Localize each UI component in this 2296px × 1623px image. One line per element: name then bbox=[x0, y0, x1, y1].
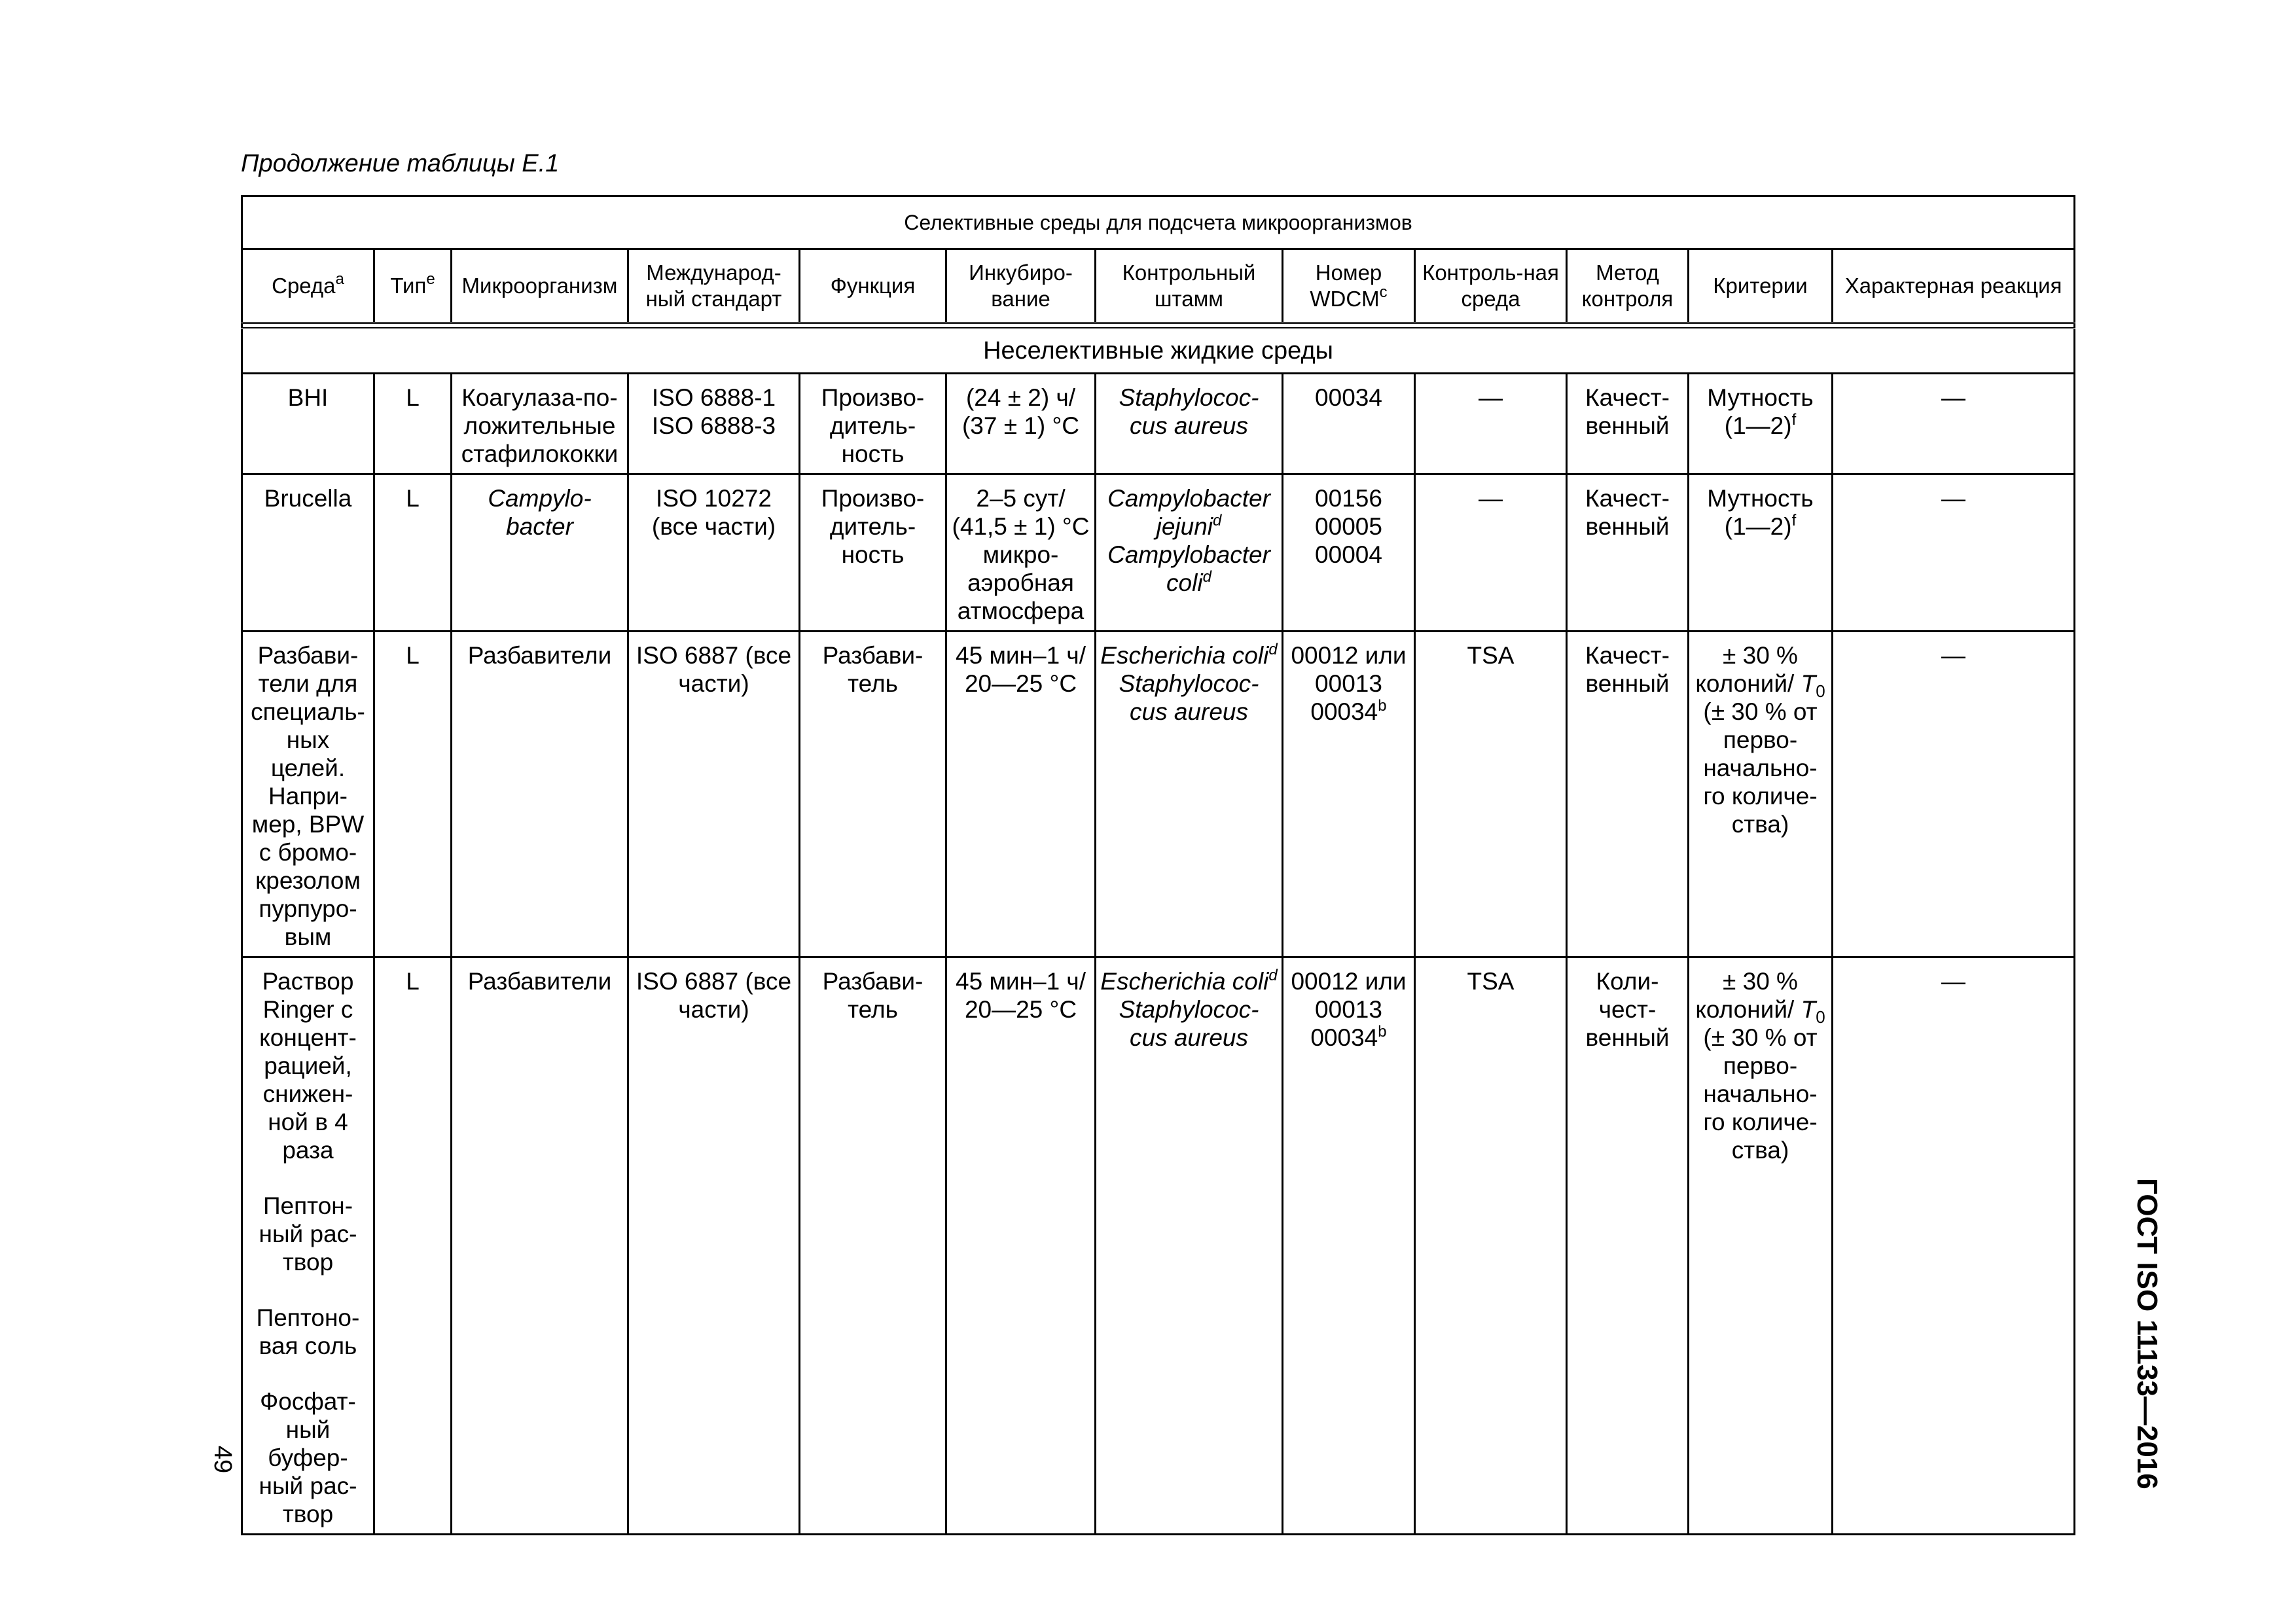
cell-strain: Staphylococ-cus aureus bbox=[1096, 374, 1283, 474]
cell-standard: ISO 6888-1 ISO 6888-3 bbox=[628, 374, 800, 474]
header-row bbox=[242, 249, 2075, 323]
cell-wdcm: 00012 или 00013 00034$^b$ bbox=[1283, 632, 1415, 957]
cell-reaction: — bbox=[1833, 957, 2075, 1535]
cell-wdcm: 00034 bbox=[1283, 374, 1415, 474]
header-medium: Среда$^a$ bbox=[242, 249, 374, 323]
table-row bbox=[242, 474, 2075, 632]
cell-wdcm: 00156 00005 00004 bbox=[1283, 474, 1415, 632]
cell-method: Качест-венный bbox=[1567, 374, 1689, 474]
double-rule bbox=[242, 323, 2075, 329]
cell-medium: BHI bbox=[242, 374, 374, 474]
cell-method: Качест-венный bbox=[1567, 632, 1689, 957]
cell-control-medium: TSA bbox=[1415, 632, 1567, 957]
cell-strain: Escherichia coli$^d$ Staphylococ-cus aureus bbox=[1096, 957, 1283, 1535]
cell-medium: Разбави-тели для специаль-ных целей. Напри-мер, BPW с бромо-крезолом пурпуро-вым bbox=[242, 632, 374, 957]
table-row bbox=[242, 957, 2075, 1535]
cell-criteria: ± 30 % колоний/ $T_0$ (± 30 % от перво-начально-го количе-ства) bbox=[1689, 632, 1833, 957]
document-side-title: ГОСТ ISO 11133—2016 bbox=[2131, 1178, 2163, 1489]
header-control-medium: Контроль-ная среда bbox=[1415, 249, 1567, 323]
cell-method: Коли-чест-венный bbox=[1567, 957, 1689, 1535]
cell-incubation: 45 мин–1 ч/ 20—25 °С bbox=[946, 632, 1096, 957]
cell-function: Разбави-тель bbox=[800, 957, 946, 1535]
cell-strain: Campylobacter jejuni$^d$ Campylobacter coli$^d$ bbox=[1096, 474, 1283, 632]
header-criteria: Критерии bbox=[1689, 249, 1833, 323]
cell-type: L bbox=[374, 474, 452, 632]
cell-standard: ISO 10272 (все части) bbox=[628, 474, 800, 632]
cell-standard: ISO 6887 (все части) bbox=[628, 632, 800, 957]
cell-incubation: 45 мин–1 ч/ 20—25 °С bbox=[946, 957, 1096, 1535]
cell-criteria: ± 30 % колоний/ $T_0$ (± 30 % от перво-начально-го количе-ства) bbox=[1689, 957, 1833, 1535]
table-title: Селективные среды для подсчета микроорганизмов bbox=[242, 196, 2075, 249]
header-method: Метод контроля bbox=[1567, 249, 1689, 323]
header-separator bbox=[242, 323, 2075, 329]
header-type: Тип$^e$ bbox=[374, 249, 452, 323]
cell-function: Произво-дитель-ность bbox=[800, 374, 946, 474]
header-standard: Международ-ный стандарт bbox=[628, 249, 800, 323]
cell-type: L bbox=[374, 374, 452, 474]
media-table bbox=[241, 195, 2075, 1535]
cell-incubation: (24 ± 2) ч/ (37 ± 1) °С bbox=[946, 374, 1096, 474]
header-organism: Микроорганизм bbox=[452, 249, 628, 323]
cell-criteria: Мутность (1—2)$^f$ bbox=[1689, 474, 1833, 632]
cell-method: Качест-венный bbox=[1567, 474, 1689, 632]
cell-reaction: — bbox=[1833, 632, 2075, 957]
cell-strain: Escherichia coli$^d$ Staphylococ-cus aureus bbox=[1096, 632, 1283, 957]
cell-incubation: 2–5 сут/ (41,5 ± 1) °С микро-аэробная атмосфера bbox=[946, 474, 1096, 632]
cell-reaction: — bbox=[1833, 474, 2075, 632]
cell-organism: Коагулаза-по-ложительные стафилококки bbox=[452, 374, 628, 474]
section-row bbox=[242, 329, 2075, 374]
header-reaction: Характерная реакция bbox=[1833, 249, 2075, 323]
cell-function: Произво-дитель-ность bbox=[800, 474, 946, 632]
table-title-row bbox=[242, 196, 2075, 249]
cell-organism: Разбавители bbox=[452, 957, 628, 1535]
cell-function: Разбави-тель bbox=[800, 632, 946, 957]
cell-reaction: — bbox=[1833, 374, 2075, 474]
header-control-strain: Контрольный штамм bbox=[1096, 249, 1283, 323]
cell-standard: ISO 6887 (все части) bbox=[628, 957, 800, 1535]
section-title: Неселективные жидкие среды bbox=[242, 329, 2075, 374]
cell-control-medium: — bbox=[1415, 374, 1567, 474]
header-wdcm: Номер WDCM$^c$ bbox=[1283, 249, 1415, 323]
header-incubation: Инкубиро-вание bbox=[946, 249, 1096, 323]
cell-medium: Раствор Ringer с концент-рацией, снижен-ной в 4 раза Пептон-ный рас-твор Пептоно-вая соль Фосфат-ный буфер-ный рас-твор bbox=[242, 957, 374, 1535]
table-row bbox=[242, 374, 2075, 474]
cell-wdcm: 00012 или 00013 00034$^b$ bbox=[1283, 957, 1415, 1535]
cell-control-medium: — bbox=[1415, 474, 1567, 632]
cell-type: L bbox=[374, 957, 452, 1535]
cell-organism: Campylo-bacter bbox=[452, 474, 628, 632]
cell-organism: Разбавители bbox=[452, 632, 628, 957]
cell-type: L bbox=[374, 632, 452, 957]
table-row bbox=[242, 632, 2075, 957]
page-number: 49 bbox=[209, 1445, 236, 1474]
cell-medium: Brucella bbox=[242, 474, 374, 632]
table-caption: Продолжение таблицы Е.1 bbox=[241, 150, 560, 177]
cell-control-medium: TSA bbox=[1415, 957, 1567, 1535]
cell-criteria: Мутность (1—2)$^f$ bbox=[1689, 374, 1833, 474]
header-function: Функция bbox=[800, 249, 946, 323]
